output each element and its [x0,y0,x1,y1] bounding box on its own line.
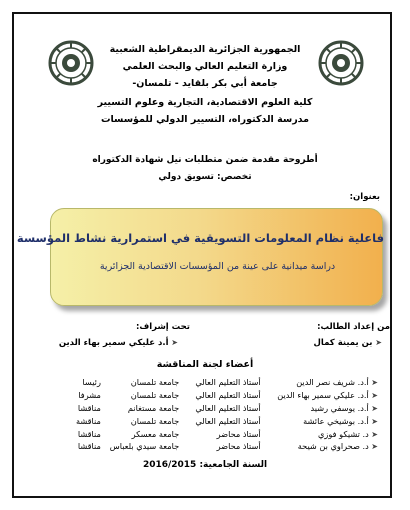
supervisor-label: تحت إشراف: [135,322,190,332]
jury-title: أعضاء لجنة المناقشة [156,359,254,370]
jury-member-name [263,414,380,427]
jury-member-rank [181,376,263,389]
jury-member-rank [181,440,263,453]
jury-member-role [60,389,103,402]
jury-member-name-text: أ.د. شريف نصر الدين [296,377,369,388]
jury-row [60,440,380,453]
ministry-name: وزارة التعليم العالي والبحث العلمي [122,61,288,72]
jury-row [60,376,380,389]
university-name: جامعة أبي بكر بلقايد - تلمسان- [132,78,278,89]
bullet-icon: ➤ [368,391,378,401]
jury-member-institution [103,376,181,389]
jury-row [60,414,380,427]
thesis-specialty: تخصص: تسويق دولي [158,172,252,182]
jury-member-name-text: أ.د. بوشيخي عائشة [303,415,369,426]
jury-member-role-text: مناقشا [77,441,101,452]
bullet-icon: ➤ [168,338,178,347]
jury-member-rank-text: أستاذ التعليم العالي [195,415,261,426]
jury-row [60,402,380,415]
school-name: مدرسة الدكتوراه، التسيير الدولي للمؤسسات [100,114,310,125]
jury-member-role [60,414,103,427]
jury-row [60,389,380,402]
student-name-text: بن يمينة كمال [313,338,373,348]
student-name [314,338,382,348]
jury-member-role-text: مناقشة [75,415,101,426]
jury-row [60,427,380,440]
jury-member-institution-text: جامعة تلمسان [130,377,180,388]
jury-member-role-text: مشرفا [78,390,101,401]
jury-member-rank-text: أستاذ محاضر [216,428,261,439]
jury-table [60,376,380,453]
jury-member-rank-text: أستاذ التعليم العالي [195,377,261,388]
jury-member-institution-text: جامعة تلمسان [130,390,180,401]
jury-member-name [263,440,380,453]
bullet-icon: ➤ [372,338,382,347]
bullet-icon: ➤ [368,429,378,439]
supervisor-name [59,338,178,348]
bullet-icon: ➤ [368,403,378,413]
jury-member-institution-text: جامعة تلمسان [130,415,180,426]
jury-member-rank [181,402,263,415]
jury-member-institution [103,440,181,453]
jury-member-institution [103,402,181,415]
academic-year: السنة الجامعية: 2016/2015 [142,460,268,470]
jury-member-rank [181,414,263,427]
jury-member-role [60,402,103,415]
jury-member-role [60,427,103,440]
bullet-icon: ➤ [368,378,378,388]
jury-member-name-text: د. صحراوي بن شيحة [297,441,369,452]
supervisor-name-text: أ.د عليكي سمير بهاء الدين [58,338,169,348]
jury-member-role [60,440,103,453]
thesis-title-box [16,208,384,306]
jury-member-name-text: د. تشيكو فوزي [317,428,369,439]
jury-member-name-text: أ.د. عليكي سمير بهاء الدين [277,390,369,401]
jury-member-name [263,402,380,415]
jury-member-rank-text: أستاذ التعليم العالي [195,390,261,401]
jury-member-institution [103,427,181,440]
jury-member-institution-text: جامعة مستغانم [127,402,180,413]
bullet-icon: ➤ [368,442,378,452]
thesis-note: أطروحة مقدمة ضمن متطلبات نيل شهادة الدكتوراه [92,155,318,165]
jury-member-rank [181,427,263,440]
jury-member-rank [181,389,263,402]
jury-member-institution [103,414,181,427]
jury-member-role-text: رئيسا [82,377,101,388]
jury-member-role [60,376,103,389]
jury-member-role-text: مناقشا [77,402,101,413]
bullet-icon: ➤ [368,416,378,426]
faculty-name: كلية العلوم الاقتصادية، التجارية وعلوم التسيير [97,97,313,108]
jury-member-name [263,427,380,440]
thesis-title: فاعلية نظام المعلومات التسويقية في استمرارية نشاط المؤسسة [16,231,384,245]
republic-name: الجمهورية الجزائرية الديمقراطية الشعبية [109,44,301,55]
jury-member-name [263,376,380,389]
jury-member-institution-text: جامعة سيدي بلعباس [109,441,180,452]
jury-member-rank-text: أستاذ التعليم العالي [195,402,261,413]
jury-member-name [263,389,380,402]
jury-member-role-text: مناقشا [77,428,101,439]
jury-member-institution [103,389,181,402]
title-label: بعنوان: [349,192,380,202]
student-label: من إعداد الطالب: [317,322,390,332]
thesis-subtitle: دراسة ميدانية على عينة من المؤسسات الاقتصادية الجزائرية [99,261,336,272]
jury-member-name-text: أ.د. يوسفي رشيد [310,402,369,413]
jury-member-rank-text: أستاذ محاضر [216,441,261,452]
jury-member-institution-text: جامعة معسكر [131,428,180,439]
